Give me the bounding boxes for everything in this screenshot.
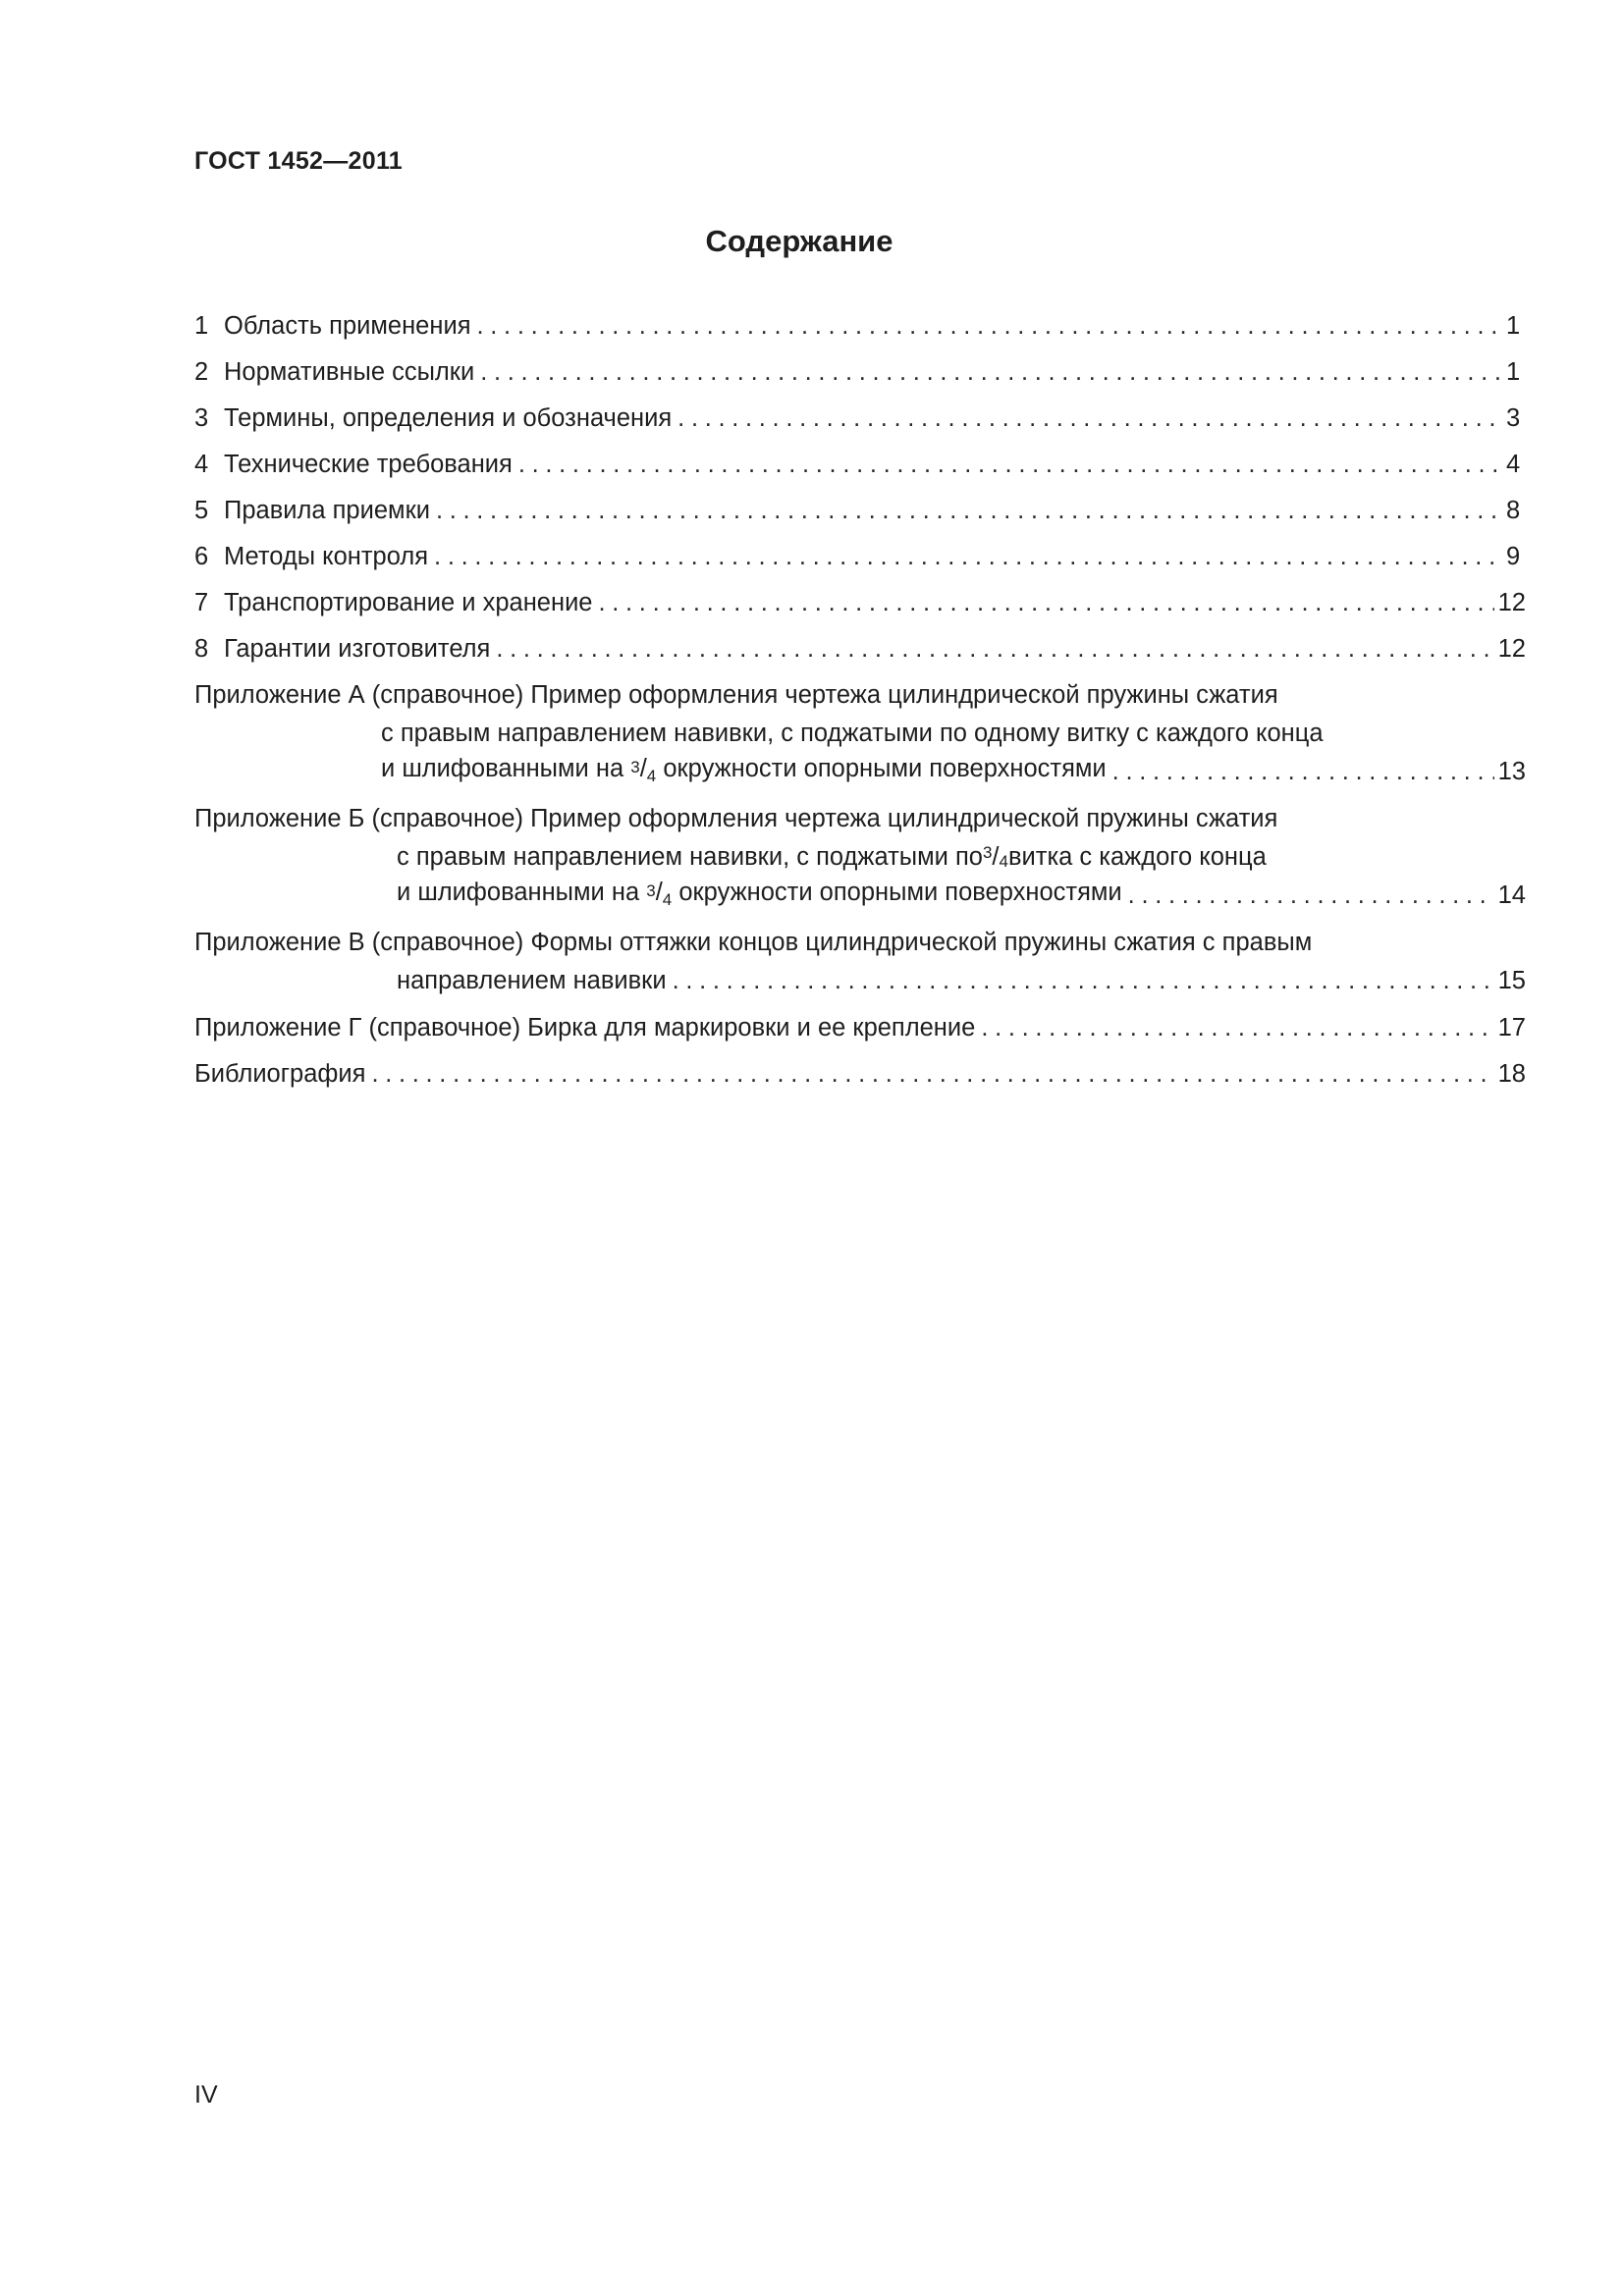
dot-leader bbox=[434, 542, 1502, 571]
toc-entry-label: Приложение Г (справочное) Бирка для маркировки и ее крепление bbox=[194, 1014, 976, 1041]
appendix-a-line-3 bbox=[194, 748, 1526, 786]
appendix-b-text: витка с каждого конца bbox=[1007, 843, 1267, 871]
fraction-numerator: 3 bbox=[630, 758, 640, 776]
toc-entry-page: 3 bbox=[1506, 404, 1521, 432]
fraction-slash: / bbox=[992, 843, 1000, 871]
dot-leader bbox=[477, 311, 1502, 341]
toc-entry-6[interactable] bbox=[194, 533, 1526, 579]
toc-entry-label: Библиография bbox=[194, 1060, 366, 1088]
toc-entry-4[interactable] bbox=[194, 441, 1526, 487]
dot-leader bbox=[436, 496, 1502, 525]
appendix-v-text: направлением навивки bbox=[397, 967, 667, 994]
appendix-v-line-1: Приложение В (справочное) Формы оттяжки концов цилиндрической пружины сжатия с правым bbox=[194, 929, 1313, 956]
appendix-a-text: и шлифованными на bbox=[381, 755, 631, 782]
fraction-slash: / bbox=[639, 755, 647, 782]
toc-entry-number: 6 bbox=[194, 543, 209, 570]
dot-leader bbox=[1112, 757, 1494, 786]
toc-entry-number: 8 bbox=[194, 635, 209, 663]
toc-entry-3[interactable] bbox=[194, 395, 1526, 441]
fraction-denominator: 4 bbox=[662, 890, 673, 909]
fraction-denominator: 4 bbox=[646, 767, 657, 785]
toc-entry-label: Транспортирование и хранение bbox=[224, 589, 593, 616]
table-of-contents bbox=[194, 302, 1526, 1096]
dot-leader bbox=[673, 966, 1494, 995]
toc-entry-page: 18 bbox=[1497, 1060, 1526, 1088]
toc-entry-2[interactable] bbox=[194, 348, 1526, 395]
toc-entry-page: 15 bbox=[1497, 967, 1526, 994]
toc-entry-number: 2 bbox=[194, 358, 209, 386]
toc-entry-label: Область применения bbox=[224, 312, 471, 340]
toc-title bbox=[0, 224, 1624, 259]
toc-entry-bibliography[interactable] bbox=[194, 1050, 1526, 1096]
document-code-header: ГОСТ 1452—2011 bbox=[194, 147, 403, 175]
fraction-slash: / bbox=[655, 879, 663, 906]
appendix-b-line-3 bbox=[194, 872, 1526, 910]
fraction-denominator: 4 bbox=[999, 852, 1008, 871]
toc-entry-page: 4 bbox=[1506, 451, 1521, 478]
appendix-a-line-1: Приложение А (справочное) Пример оформления чертежа цилиндрической пружины сжатия bbox=[194, 681, 1278, 709]
dot-leader bbox=[496, 634, 1493, 664]
fraction-numerator: 3 bbox=[646, 881, 656, 900]
toc-entry-page: 8 bbox=[1506, 497, 1521, 524]
toc-entry-label: Термины, определения и обозначения bbox=[224, 404, 673, 432]
toc-entry-page: 12 bbox=[1497, 589, 1526, 616]
toc-entry-page: 13 bbox=[1497, 758, 1526, 785]
toc-title-text: Содержание bbox=[705, 224, 893, 258]
toc-entry-number: 3 bbox=[194, 404, 209, 432]
toc-entry-number: 5 bbox=[194, 497, 209, 524]
page-number-footer: IV bbox=[194, 2081, 218, 2109]
toc-entry-8[interactable] bbox=[194, 625, 1526, 671]
appendix-a-text: окружности опорными поверхностями bbox=[656, 755, 1107, 782]
toc-entry-7[interactable] bbox=[194, 579, 1526, 625]
dot-leader bbox=[981, 1013, 1493, 1042]
toc-entry-page: 12 bbox=[1497, 635, 1526, 663]
toc-entry-label: Гарантии изготовителя bbox=[224, 635, 491, 663]
toc-entry-label: Технические требования bbox=[224, 451, 513, 478]
dot-leader bbox=[599, 588, 1494, 617]
appendix-b-line-1: Приложение Б (справочное) Пример оформления чертежа цилиндрической пружины сжатия bbox=[194, 805, 1278, 832]
appendix-b-text: с правым направлением навивки, с поджатыми по bbox=[397, 843, 983, 871]
toc-entry-appendix-b[interactable] bbox=[194, 795, 1526, 910]
toc-entry-5[interactable] bbox=[194, 487, 1526, 533]
toc-entry-label: Методы контроля bbox=[224, 543, 429, 570]
dot-leader bbox=[518, 450, 1502, 479]
dot-leader bbox=[677, 403, 1502, 433]
toc-entry-number: 1 bbox=[194, 312, 209, 340]
dot-leader bbox=[1128, 881, 1494, 910]
toc-entry-label: Нормативные ссылки bbox=[224, 358, 475, 386]
toc-entry-number: 7 bbox=[194, 589, 209, 616]
appendix-b-line-2 bbox=[194, 833, 1526, 872]
toc-entry-1[interactable] bbox=[194, 302, 1526, 348]
fraction-numerator: 3 bbox=[982, 843, 993, 862]
toc-entry-page: 17 bbox=[1497, 1014, 1526, 1041]
toc-entry-page: 1 bbox=[1506, 312, 1521, 340]
toc-entry-appendix-g[interactable] bbox=[194, 1004, 1526, 1050]
toc-entry-page: 9 bbox=[1506, 543, 1521, 570]
appendix-b-text: и шлифованными на bbox=[397, 879, 647, 906]
toc-entry-label: Правила приемки bbox=[224, 497, 430, 524]
dot-leader bbox=[371, 1059, 1493, 1089]
toc-entry-number: 4 bbox=[194, 451, 209, 478]
appendix-b-text: окружности опорными поверхностями bbox=[672, 879, 1122, 906]
dot-leader bbox=[480, 357, 1502, 387]
toc-entry-appendix-a[interactable] bbox=[194, 671, 1526, 786]
toc-entry-appendix-v[interactable] bbox=[194, 919, 1526, 995]
toc-entry-page: 14 bbox=[1497, 881, 1526, 909]
appendix-a-line-2: с правым направлением навивки, с поджатыми по одному витку с каждого конца bbox=[381, 720, 1324, 747]
appendix-v-line-2 bbox=[194, 957, 1526, 995]
toc-entry-page: 1 bbox=[1506, 358, 1521, 386]
